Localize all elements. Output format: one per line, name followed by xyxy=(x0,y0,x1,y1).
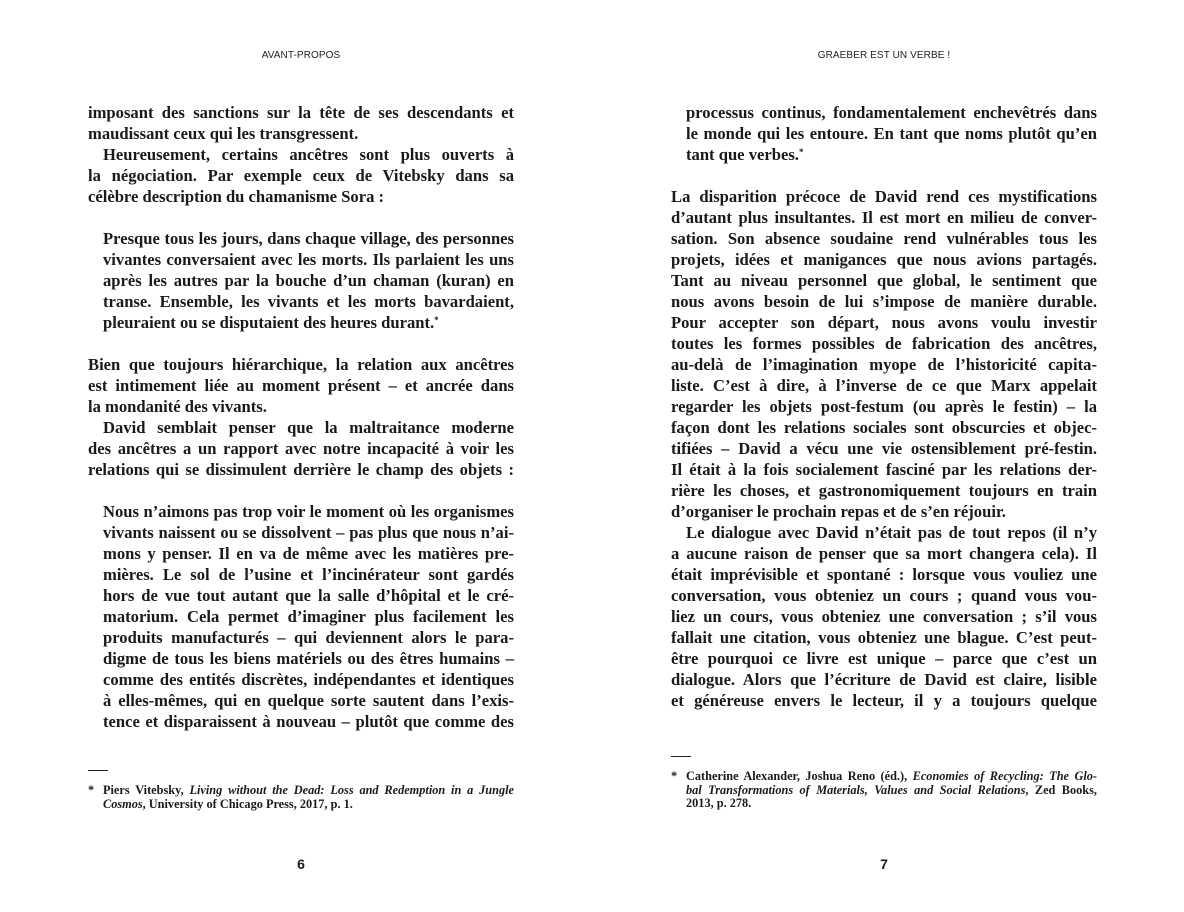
footnote-star: * xyxy=(671,769,678,783)
paragraph: La disparition précoce de David rend ces mystifications d’autant plus insultantes. Il est mort en milieu de conver- sation. Son absence soudaine rend vulnérables tous les projets, idées et manigances que nous avions partagés. Tant au niveau personnel que global, le sentiment que nous avons besoin de lui s’impose de manière durable. Pour accepter son départ, nous avons voulu investir toutes les formes possibles de fabrication des ancêtres, au-delà de l’imagination myope de l’historicité capita- liste. C’est à dire, à l’inverse de ce que Marx appelait regarder les objets post-festum (ou après le festin) – la façon dont les relations sociales sont obscurcies et objec- tifiées – David a vécu une vie ostensiblement pré-festin. Il était à la fois socialement fasciné par les relations der- rière les choses, et gastronomiquement toujours en train d’organiser le prochain repas et de s’en réjouir. xyxy=(671,187,1097,521)
footnote-rule xyxy=(671,756,691,757)
running-head: GRAEBER EST UN VERBE ! xyxy=(817,50,951,61)
body-text xyxy=(88,102,514,732)
page-number: 6 xyxy=(297,856,305,872)
running-head: AVANT-PROPOS xyxy=(261,50,341,61)
paragraph: David semblait penser que la maltraitance moderne des ancêtres a un rapport avec notre incapacité à voir les relations qui se dissimulent derrière le champ des objets : xyxy=(88,418,514,479)
paragraph: Le dialogue avec David n’était pas de tout repos (il n’y a aucune raison de penser que sa mort changera cela). Il était imprévisible et spontané : lorsque vous vouliez une conversation, vous obteniez un cours ; quand vous vou- liez un cours, vous obteniez une conversation ; s’il vous fallait une citation, vous obteniez une blague. C’est peut- être pourquoi ce livre est unique – parce que c’est un dialogue. Alors que l’écriture de David est claire, lisible et généreuse envers le lecteur, il y a toujours quelque xyxy=(671,523,1097,710)
footnote-star: * xyxy=(88,783,95,797)
footnote: * Piers Vitebsky, Living without the Dead: Loss and Redemption in a Jungle Cosmos, University of Chicago Press, 2017, p. 1. xyxy=(88,783,514,811)
cited-title: Cosmos xyxy=(103,796,143,811)
paragraph: Heureusement, certains ancêtres sont plus ouverts à la négociation. Par exemple ceux de Vitebsky dans sa célèbre description du chamanisme Sora : xyxy=(88,145,514,206)
block-quote: processus continus, fondamentalement enchevêtrés dans le monde qui les entoure. En tant que noms plutôt qu’en tant que verbes.* xyxy=(686,103,1097,164)
block-quote: Presque tous les jours, dans chaque village, des personnes vivantes conversaient avec les morts. Ils parlaient les uns après les autres par la bouche d’un chaman (kuran) en transe. Ensemble, les vivants et les morts bavardaient, pleuraient ou se disputaient des heures durant.* xyxy=(103,229,514,332)
cited-title: bal Transformations of Materials, Values and Social Relations xyxy=(686,782,1026,797)
paragraph: Bien que toujours hiérarchique, la relation aux ancêtres est intimement liée au moment présent – et ancrée dans la mondanité des vivants. xyxy=(88,355,514,416)
cited-title: Living without the Dead: Loss and Redemption in a Jungle xyxy=(189,783,514,797)
footnote-rule xyxy=(88,770,108,771)
paragraph: imposant des sanctions sur la tête de ses descendants et maudissant ceux qui les transgressent. xyxy=(88,103,514,143)
right-page xyxy=(671,0,1097,912)
left-page xyxy=(88,0,514,912)
footnote: * Catherine Alexander, Joshua Reno (éd.), Economies of Recycling: The Glo- bal Transformations of Materials, Values and Social Relations, Zed Books, 2013, p. 278. xyxy=(671,769,1098,810)
footnote-marker[interactable]: * xyxy=(434,315,439,325)
page-number: 7 xyxy=(880,856,888,872)
footnote-marker[interactable]: * xyxy=(798,147,804,157)
body-text xyxy=(671,102,1097,711)
cited-title: Economies of Recycling: The Glo- xyxy=(912,769,1098,783)
block-quote: Nous n’aimons pas trop voir le moment où les organismes vivants naissent ou se dissolvent – pas plus que nous n’ai- mons y penser. Il en va de même avec les matières pre- mières. Le sol de l’usine et l’incinérateur sont gardés hors de vue tout autant que la salle d’hôpital et le cré- matorium. Cela permet d’imaginer plus facilement les produits manufacturés – qui deviennent alors le para- digme de tous les biens matériels ou des êtres humains – comme des entités discrètes, indépendantes et identiques à elles-mêmes, qui en quelque sorte sautent dans l’exis- tence et disparaissent à nouveau – plutôt que comme des xyxy=(103,502,514,731)
